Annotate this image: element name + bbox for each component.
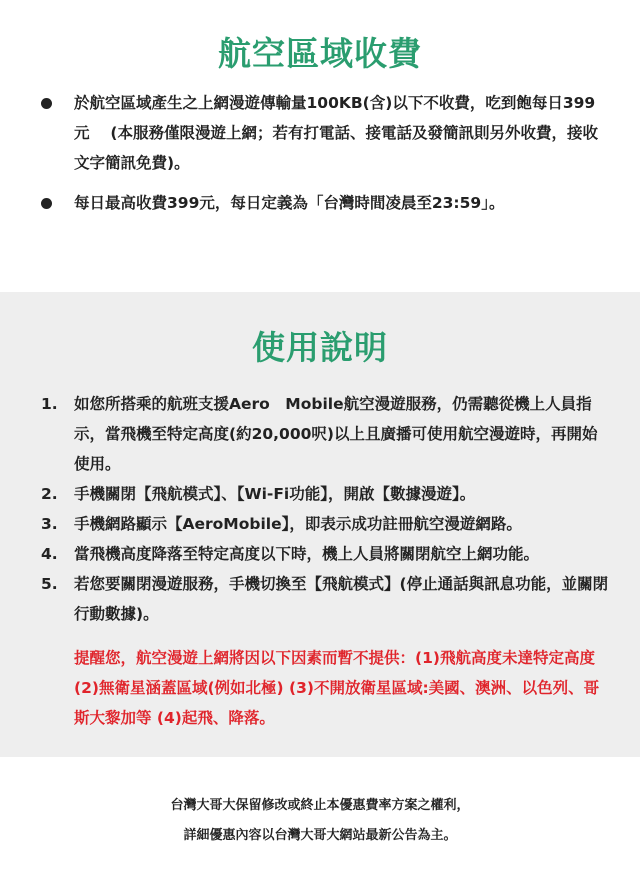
step-number: 4. (41, 545, 58, 563)
usage-step (0, 569, 640, 629)
step-number: 3. (41, 515, 58, 533)
step-number: 1. (41, 395, 58, 413)
step-text: 如您所搭乘的航班支援Aero Mobile航空漫遊服務，仍需聽從機上人員指示，當飛機至特定高度(約20,000呎)以上且廣播可使用航空漫遊時，再開始使用。 (74, 395, 598, 473)
step-text: 若您要關閉漫遊服務，手機切換至【飛航模式】(停止通話與訊息功能，並關閉行動數據)。 (74, 575, 609, 623)
bullet-icon (41, 198, 52, 209)
usage-step (0, 539, 640, 569)
footer-line: 詳細優惠內容以台灣大哥大網站最新公告為主。 (183, 828, 457, 843)
bullet-icon (41, 98, 52, 109)
fee-section (0, 0, 640, 292)
step-number: 2. (41, 485, 58, 503)
reminder-notice: 提醒您，航空漫遊上網將因以下因素而暫不提供：(1)飛航高度未達特定高度 (2)無衛星涵蓋區域(例如北極) (3)不開放衛星區域:美國、澳洲、以色列、哥斯大黎加等 (4)起飛、降落。 (74, 648, 600, 727)
fee-item (0, 188, 640, 218)
fee-item (0, 88, 640, 178)
footer (0, 757, 640, 891)
step-text: 手機網路顯示【AeroMobile】，即表示成功註冊航空漫遊網路。 (74, 515, 522, 533)
fee-title: 航空區域收費 (218, 34, 422, 73)
usage-section (0, 292, 640, 757)
step-text: 當飛機高度降落至特定高度以下時，機上人員將關閉航空上網功能。 (74, 545, 540, 563)
fee-item-text: 每日最高收費399元，每日定義為「台灣時間凌晨至23:59」。 (74, 194, 505, 212)
step-text: 手機關閉【飛航模式】、【Wi-Fi功能】，開啟【數據漫遊】。 (74, 485, 476, 503)
fee-list (0, 88, 640, 218)
usage-step (0, 389, 640, 479)
step-number: 5. (41, 575, 58, 593)
usage-step (0, 509, 640, 539)
usage-step (0, 479, 640, 509)
footer-line: 台灣大哥大保留修改或終止本優惠費率方案之權利， (170, 798, 470, 813)
usage-steps (0, 389, 640, 629)
usage-title: 使用說明 (252, 328, 388, 367)
fee-item-text: 於航空區域產生之上網漫遊傳輸量100KB(含)以下不收費，吃到飽每日399元 (本服務僅限漫遊上網；若有打電話、接電話及發簡訊則另外收費，接收文字簡訊免費)。 (74, 94, 598, 172)
